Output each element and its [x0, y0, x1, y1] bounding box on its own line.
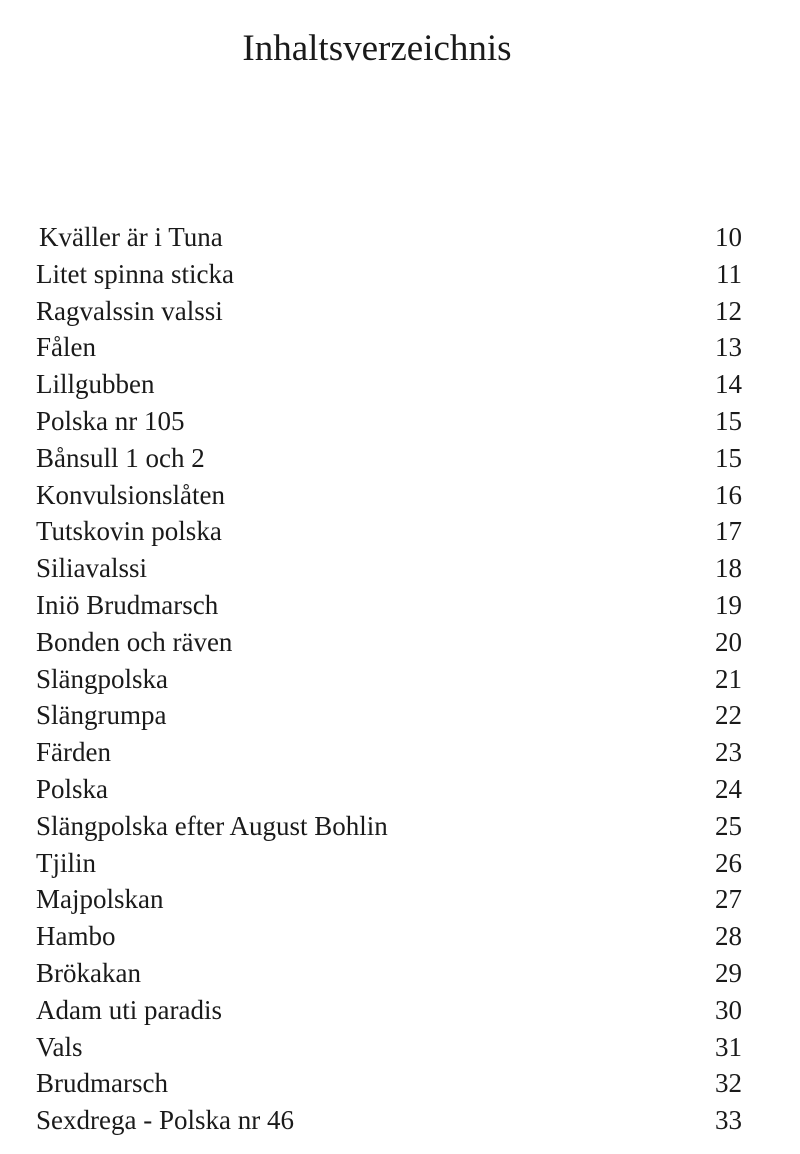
toc-entry: [36, 697, 742, 734]
toc-entry: [36, 219, 742, 256]
toc-entry: [36, 1065, 742, 1102]
toc-entry-page-number: 13: [715, 332, 742, 363]
toc-entry: [36, 1102, 742, 1139]
toc-entry-page-number: 27: [715, 884, 742, 915]
toc-entry-page-number: 25: [715, 810, 742, 841]
toc-entry-title: Majpolskan: [36, 884, 164, 915]
toc-entry: [36, 771, 742, 808]
toc-entry-page-number: 23: [715, 737, 742, 768]
toc-entry-page-number: 33: [715, 1105, 742, 1136]
toc-entry: [36, 661, 742, 698]
toc-entry-title: Vals: [36, 1031, 83, 1062]
toc-entry-page-number: 12: [715, 295, 742, 326]
toc-entry-page-number: 10: [715, 222, 742, 252]
toc-entry: [36, 881, 742, 918]
toc-entry: [36, 955, 742, 992]
toc-entry-page-number: 22: [715, 700, 742, 731]
toc-entry-title: Siliavalssi: [36, 553, 148, 584]
toc-entry-title: Hambo: [36, 921, 116, 952]
toc-entry-title: Polska: [36, 773, 109, 804]
toc-entry-page-number: 30: [715, 994, 742, 1025]
toc-entry-title: Kväller är i Tuna: [39, 222, 223, 252]
toc-entry: [36, 513, 742, 550]
toc-entry-title: Adam uti paradis: [36, 994, 222, 1025]
toc-entry-page-number: 15: [715, 442, 742, 473]
toc-entry-title: Fålen: [36, 332, 96, 363]
toc-entry-title: Färden: [36, 737, 111, 768]
toc-entry-page-number: 14: [715, 369, 742, 400]
page-title: Inhaltsverzeichnis: [242, 28, 512, 69]
toc-entry-title: Konvulsionslåten: [36, 479, 225, 510]
toc-entry-title: Tjilin: [36, 847, 96, 878]
toc-entry: [36, 734, 742, 771]
toc-entry-page-number: 26: [715, 847, 742, 878]
toc-entry-title: Bånsull 1 och 2: [36, 442, 205, 473]
toc-entry: [36, 918, 742, 955]
toc-entry-page-number: 16: [715, 479, 742, 510]
toc-entry: [36, 440, 742, 477]
toc-entry-title: Sexdrega - Polska nr 46: [36, 1105, 294, 1136]
toc-entry: [36, 845, 742, 882]
toc-entry-title: Iniö Brudmarsch: [36, 589, 219, 620]
toc-entry-page-number: 32: [715, 1068, 742, 1099]
toc-entry: [36, 992, 742, 1029]
toc-entry: [36, 256, 742, 293]
toc-entry: [36, 329, 742, 366]
toc-entry-title: Polska nr 105: [36, 405, 185, 436]
toc-entry-title: Ragvalssin valssi: [36, 295, 223, 326]
toc-entry-title: Slängpolska: [36, 663, 168, 694]
toc-entry-page-number: 18: [715, 553, 742, 584]
toc-entry: [36, 403, 742, 440]
toc-entry-page-number: 19: [715, 589, 742, 620]
toc-entry-page-number: 11: [716, 258, 742, 289]
toc-entry: [36, 366, 742, 403]
toc-entry-page-number: 17: [715, 516, 742, 547]
toc-entry-title: Brudmarsch: [36, 1068, 168, 1099]
toc-entry-title: Slängpolska efter August Bohlin: [36, 810, 388, 841]
toc-entry-page-number: 29: [715, 957, 742, 988]
toc-entry: [36, 477, 742, 514]
toc-entry-page-number: 31: [715, 1031, 742, 1062]
toc-entry-title: Slängrumpa: [36, 700, 167, 731]
table-of-contents: [36, 219, 742, 1139]
toc-entry: [36, 293, 742, 330]
toc-entry-page-number: 24: [715, 773, 742, 804]
toc-entry: [36, 1029, 742, 1066]
toc-entry-page-number: 15: [715, 405, 742, 436]
toc-entry-title: Lillgubben: [36, 369, 155, 400]
toc-entry-title: Tutskovin polska: [36, 516, 222, 547]
toc-entry-title: Bonden och räven: [36, 626, 233, 657]
toc-entry-page-number: 21: [715, 663, 742, 694]
toc-entry-title: Litet spinna sticka: [36, 258, 234, 289]
toc-entry: [36, 587, 742, 624]
toc-entry: [36, 624, 742, 661]
toc-entry-title: Brökakan: [36, 957, 141, 988]
toc-entry: [36, 808, 742, 845]
toc-entry-page-number: 28: [715, 921, 742, 952]
toc-entry-page-number: 20: [715, 626, 742, 657]
toc-entry: [36, 550, 742, 587]
